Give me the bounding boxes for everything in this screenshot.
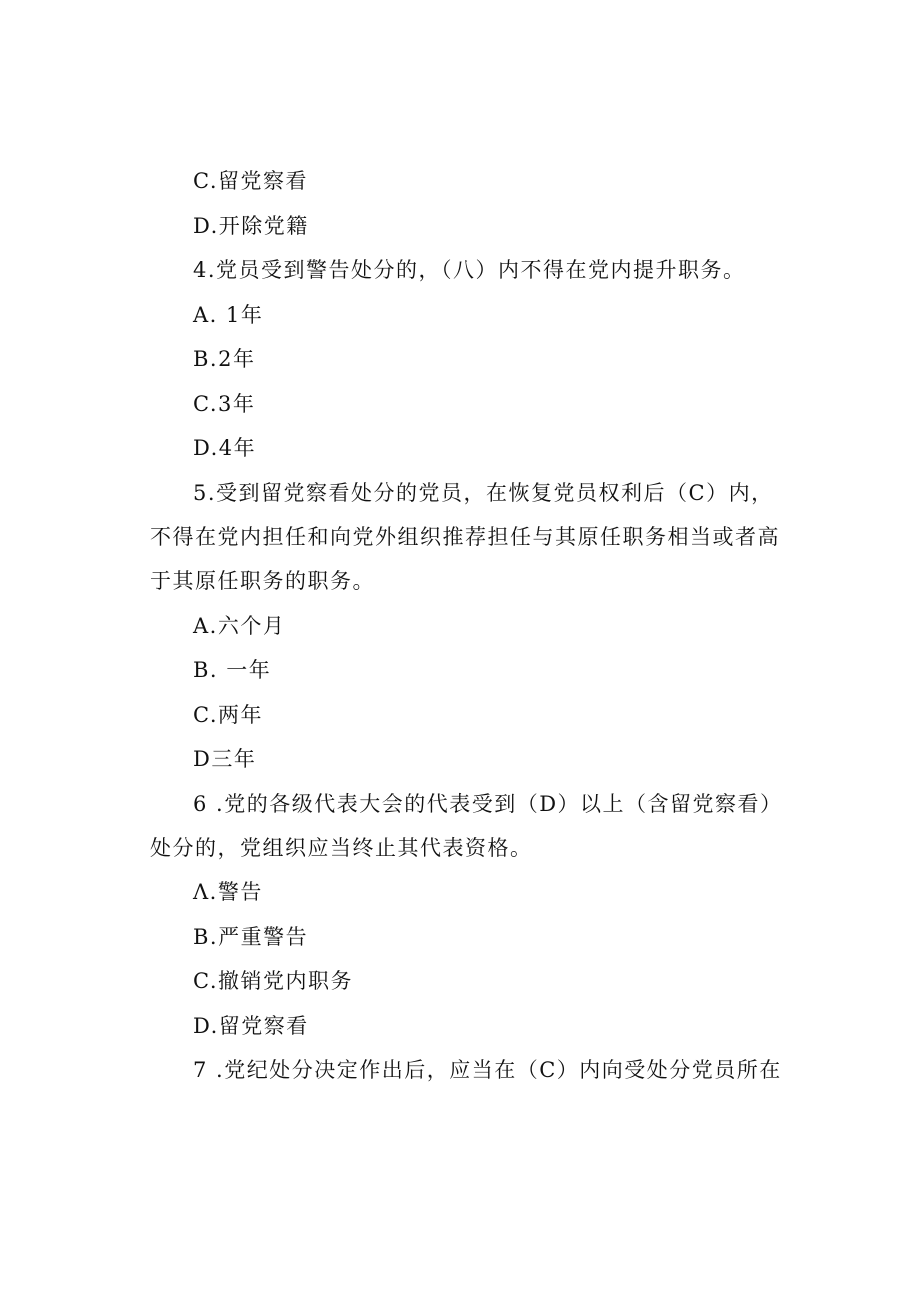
option-c-q3: C.留党察看 (193, 169, 308, 193)
question-6-cont: 处分的，党组织应当终止其代表资格。 (150, 836, 533, 860)
option-c-q6: C.撤销党内职务 (193, 969, 353, 993)
question-7: 7 .党纪处分决定作出后，应当在（C）内向受处分党员所在 (193, 1058, 782, 1082)
option-c-q5: C.两年 (193, 703, 263, 727)
option-d-q5: D三年 (193, 747, 257, 771)
option-b-q6: B.严重警告 (193, 925, 309, 949)
option-c-q4: C.3年 (193, 392, 256, 416)
question-4: 4.党员受到警告处分的，（八）内不得在党内提升职务。 (193, 258, 746, 282)
option-a-q4: A. 1年 (193, 303, 264, 327)
question-5: 5.受到留党察看处分的党员，在恢复党员权利后（C）内， (193, 481, 774, 505)
option-d-q6: D.留党察看 (193, 1014, 309, 1038)
question-6: 6 .党的各级代表大会的代表受到（D）以上（含留党察看） (193, 792, 783, 816)
question-5-cont-2: 于其原任职务的职务。 (150, 569, 375, 593)
option-b-q4: B.2年 (193, 347, 256, 371)
option-a-q6: Λ.警告 (193, 880, 263, 904)
option-d-q3: D.开除党籍 (193, 214, 309, 238)
option-b-q5: B. 一年 (193, 658, 272, 682)
question-5-cont-1: 不得在党内担任和向党外组织推荐担任与其原任职务相当或者高 (150, 525, 780, 549)
option-a-q5: A.六个月 (193, 614, 286, 638)
option-d-q4: D.4年 (193, 436, 257, 460)
